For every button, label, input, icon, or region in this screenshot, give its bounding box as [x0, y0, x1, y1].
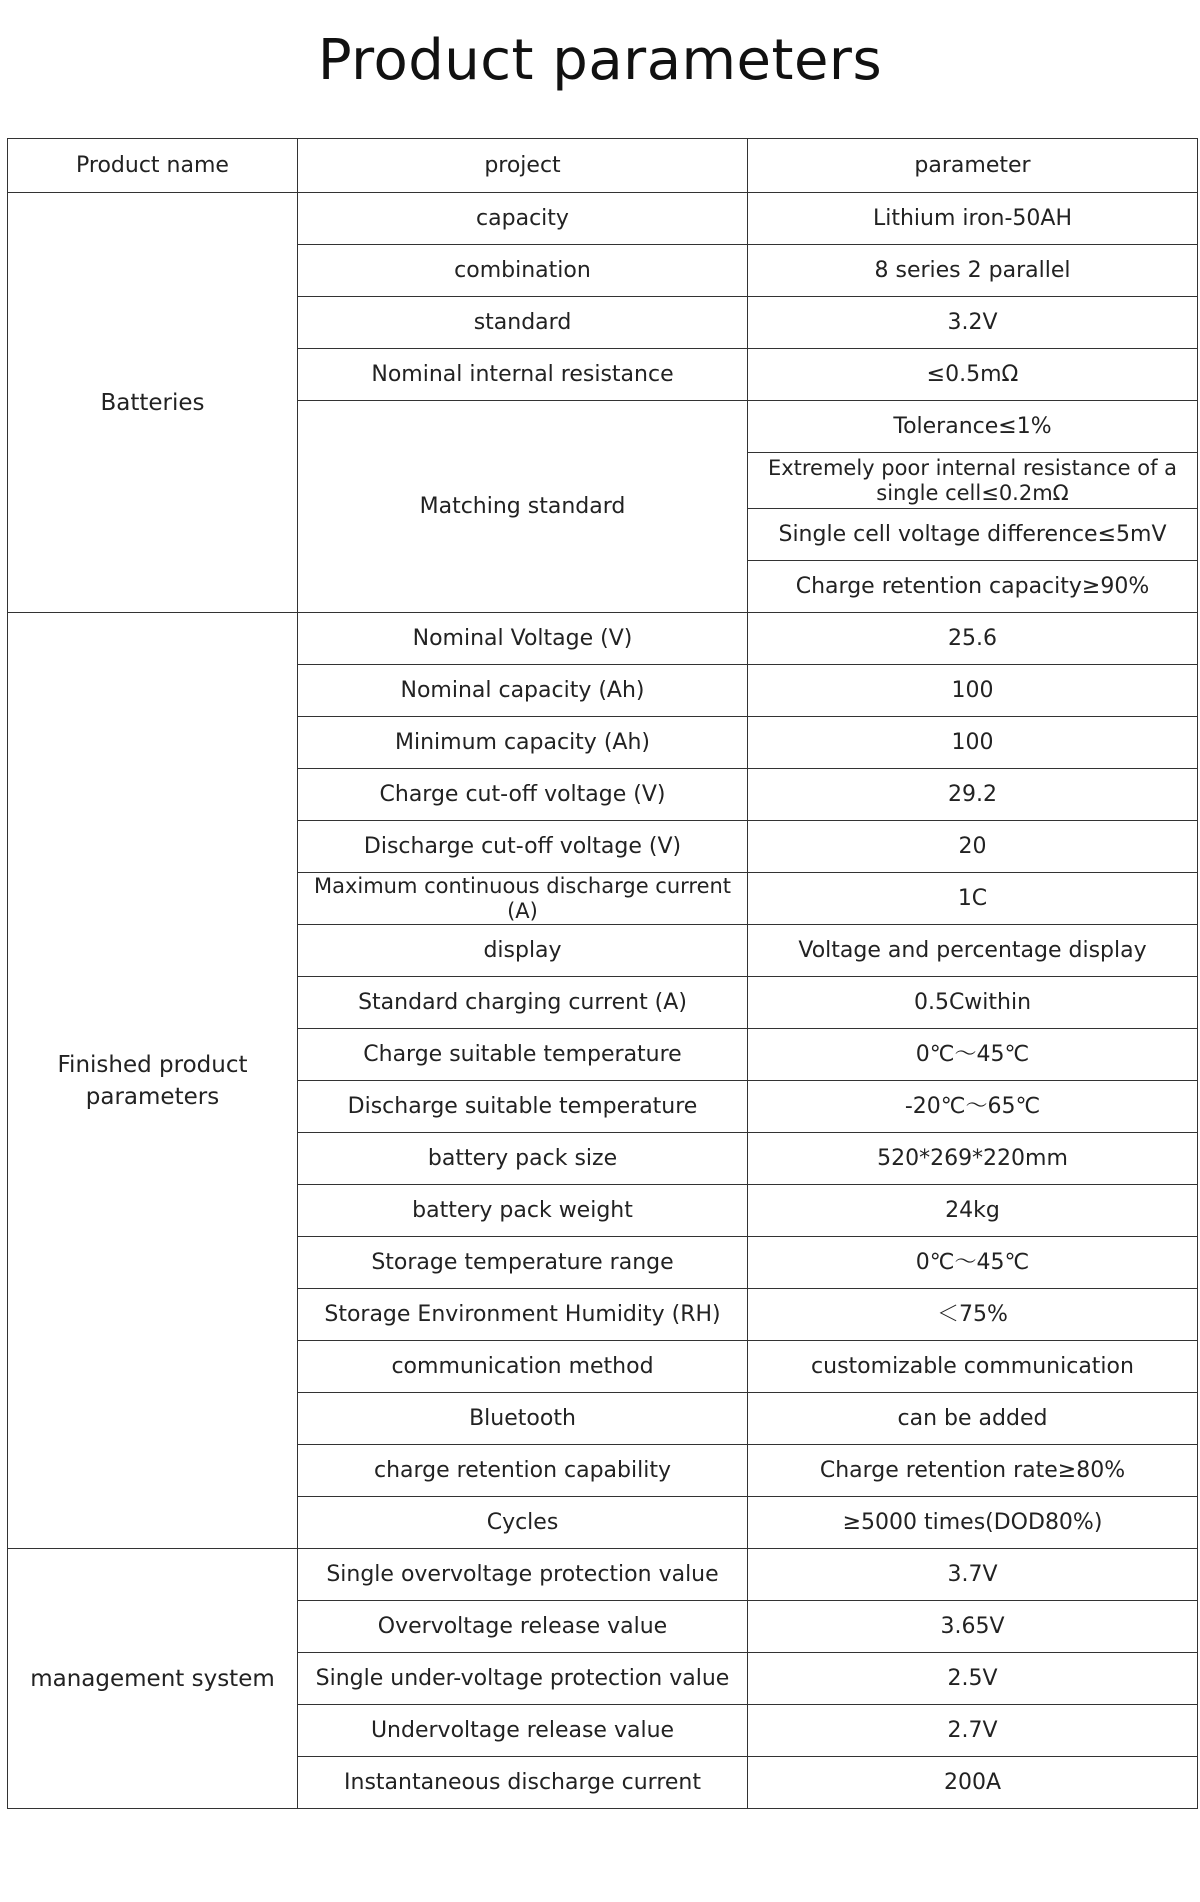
- parameter-cell: 2.7V: [748, 1705, 1198, 1757]
- table-row: [8, 613, 1198, 665]
- parameter-cell: customizable communication: [748, 1341, 1198, 1393]
- project-cell: combination: [298, 245, 748, 297]
- parameter-cell: 100: [748, 665, 1198, 717]
- parameter-cell: 1C: [748, 873, 1198, 925]
- project-cell: Nominal Voltage (V): [298, 613, 748, 665]
- parameter-cell: 2.5V: [748, 1653, 1198, 1705]
- parameter-cell: 200A: [748, 1757, 1198, 1809]
- project-cell: Minimum capacity (Ah): [298, 717, 748, 769]
- parameter-cell: Charge retention capacity≥90%: [748, 561, 1198, 613]
- project-cell: Storage temperature range: [298, 1237, 748, 1289]
- project-cell: display: [298, 925, 748, 977]
- parameter-cell: 0.5Cwithin: [748, 977, 1198, 1029]
- product-parameters-table: [7, 138, 1198, 1809]
- parameter-cell: 3.7V: [748, 1549, 1198, 1601]
- parameter-cell: 100: [748, 717, 1198, 769]
- project-cell: Charge cut-off voltage (V): [298, 769, 748, 821]
- project-cell: Single under-voltage protection value: [298, 1653, 748, 1705]
- header-parameter: parameter: [748, 139, 1198, 193]
- parameter-cell: 3.65V: [748, 1601, 1198, 1653]
- parameter-cell: Tolerance≤1%: [748, 401, 1198, 453]
- parameter-cell: ＜75%: [748, 1289, 1198, 1341]
- parameter-cell: 3.2V: [748, 297, 1198, 349]
- group-management-system: management system: [8, 1549, 298, 1809]
- parameter-cell: 25.6: [748, 613, 1198, 665]
- project-cell: Cycles: [298, 1497, 748, 1549]
- parameter-cell: 0℃～45℃: [748, 1029, 1198, 1081]
- group-batteries: Batteries: [8, 193, 298, 613]
- project-cell: battery pack weight: [298, 1185, 748, 1237]
- parameter-cell: Single cell voltage difference≤5mV: [748, 509, 1198, 561]
- project-cell: Discharge cut-off voltage (V): [298, 821, 748, 873]
- parameter-cell: 8 series 2 parallel: [748, 245, 1198, 297]
- page-title: Product parameters: [317, 28, 883, 93]
- project-cell-matching-standard: Matching standard: [298, 401, 748, 613]
- project-cell: standard: [298, 297, 748, 349]
- parameter-cell: can be added: [748, 1393, 1198, 1445]
- project-cell: Nominal capacity (Ah): [298, 665, 748, 717]
- project-cell: Instantaneous discharge current: [298, 1757, 748, 1809]
- parameter-cell: 0℃～45℃: [748, 1237, 1198, 1289]
- project-cell: battery pack size: [298, 1133, 748, 1185]
- parameter-cell: Voltage and percentage display: [748, 925, 1198, 977]
- project-cell: Charge suitable temperature: [298, 1029, 748, 1081]
- project-cell: capacity: [298, 193, 748, 245]
- parameter-cell: ≥5000 times(DOD80%): [748, 1497, 1198, 1549]
- group-finished-product: Finished product parameters: [8, 613, 298, 1549]
- project-cell: charge retention capability: [298, 1445, 748, 1497]
- project-cell: Bluetooth: [298, 1393, 748, 1445]
- parameter-cell: -20℃～65℃: [748, 1081, 1198, 1133]
- table-row: [8, 1549, 1198, 1601]
- parameter-cell: 24kg: [748, 1185, 1198, 1237]
- parameter-cell: 29.2: [748, 769, 1198, 821]
- project-cell: communication method: [298, 1341, 748, 1393]
- table-row: [8, 193, 1198, 245]
- project-cell: Overvoltage release value: [298, 1601, 748, 1653]
- parameter-cell: Lithium iron-50AH: [748, 193, 1198, 245]
- header-project: project: [298, 139, 748, 193]
- parameter-cell: 20: [748, 821, 1198, 873]
- parameter-cell: 520*269*220mm: [748, 1133, 1198, 1185]
- parameter-cell: Charge retention rate≥80%: [748, 1445, 1198, 1497]
- project-cell: Standard charging current (A): [298, 977, 748, 1029]
- parameter-cell: Extremely poor internal resistance of a single cell≤0.2mΩ: [748, 453, 1198, 509]
- project-cell: Single overvoltage protection value: [298, 1549, 748, 1601]
- parameter-cell: ≤0.5mΩ: [748, 349, 1198, 401]
- project-cell: Nominal internal resistance: [298, 349, 748, 401]
- header-product-name: Product name: [8, 139, 298, 193]
- project-cell: Storage Environment Humidity (RH): [298, 1289, 748, 1341]
- project-cell: Undervoltage release value: [298, 1705, 748, 1757]
- project-cell: Maximum continuous discharge current (A): [298, 873, 748, 925]
- table-header-row: [8, 139, 1198, 193]
- project-cell: Discharge suitable temperature: [298, 1081, 748, 1133]
